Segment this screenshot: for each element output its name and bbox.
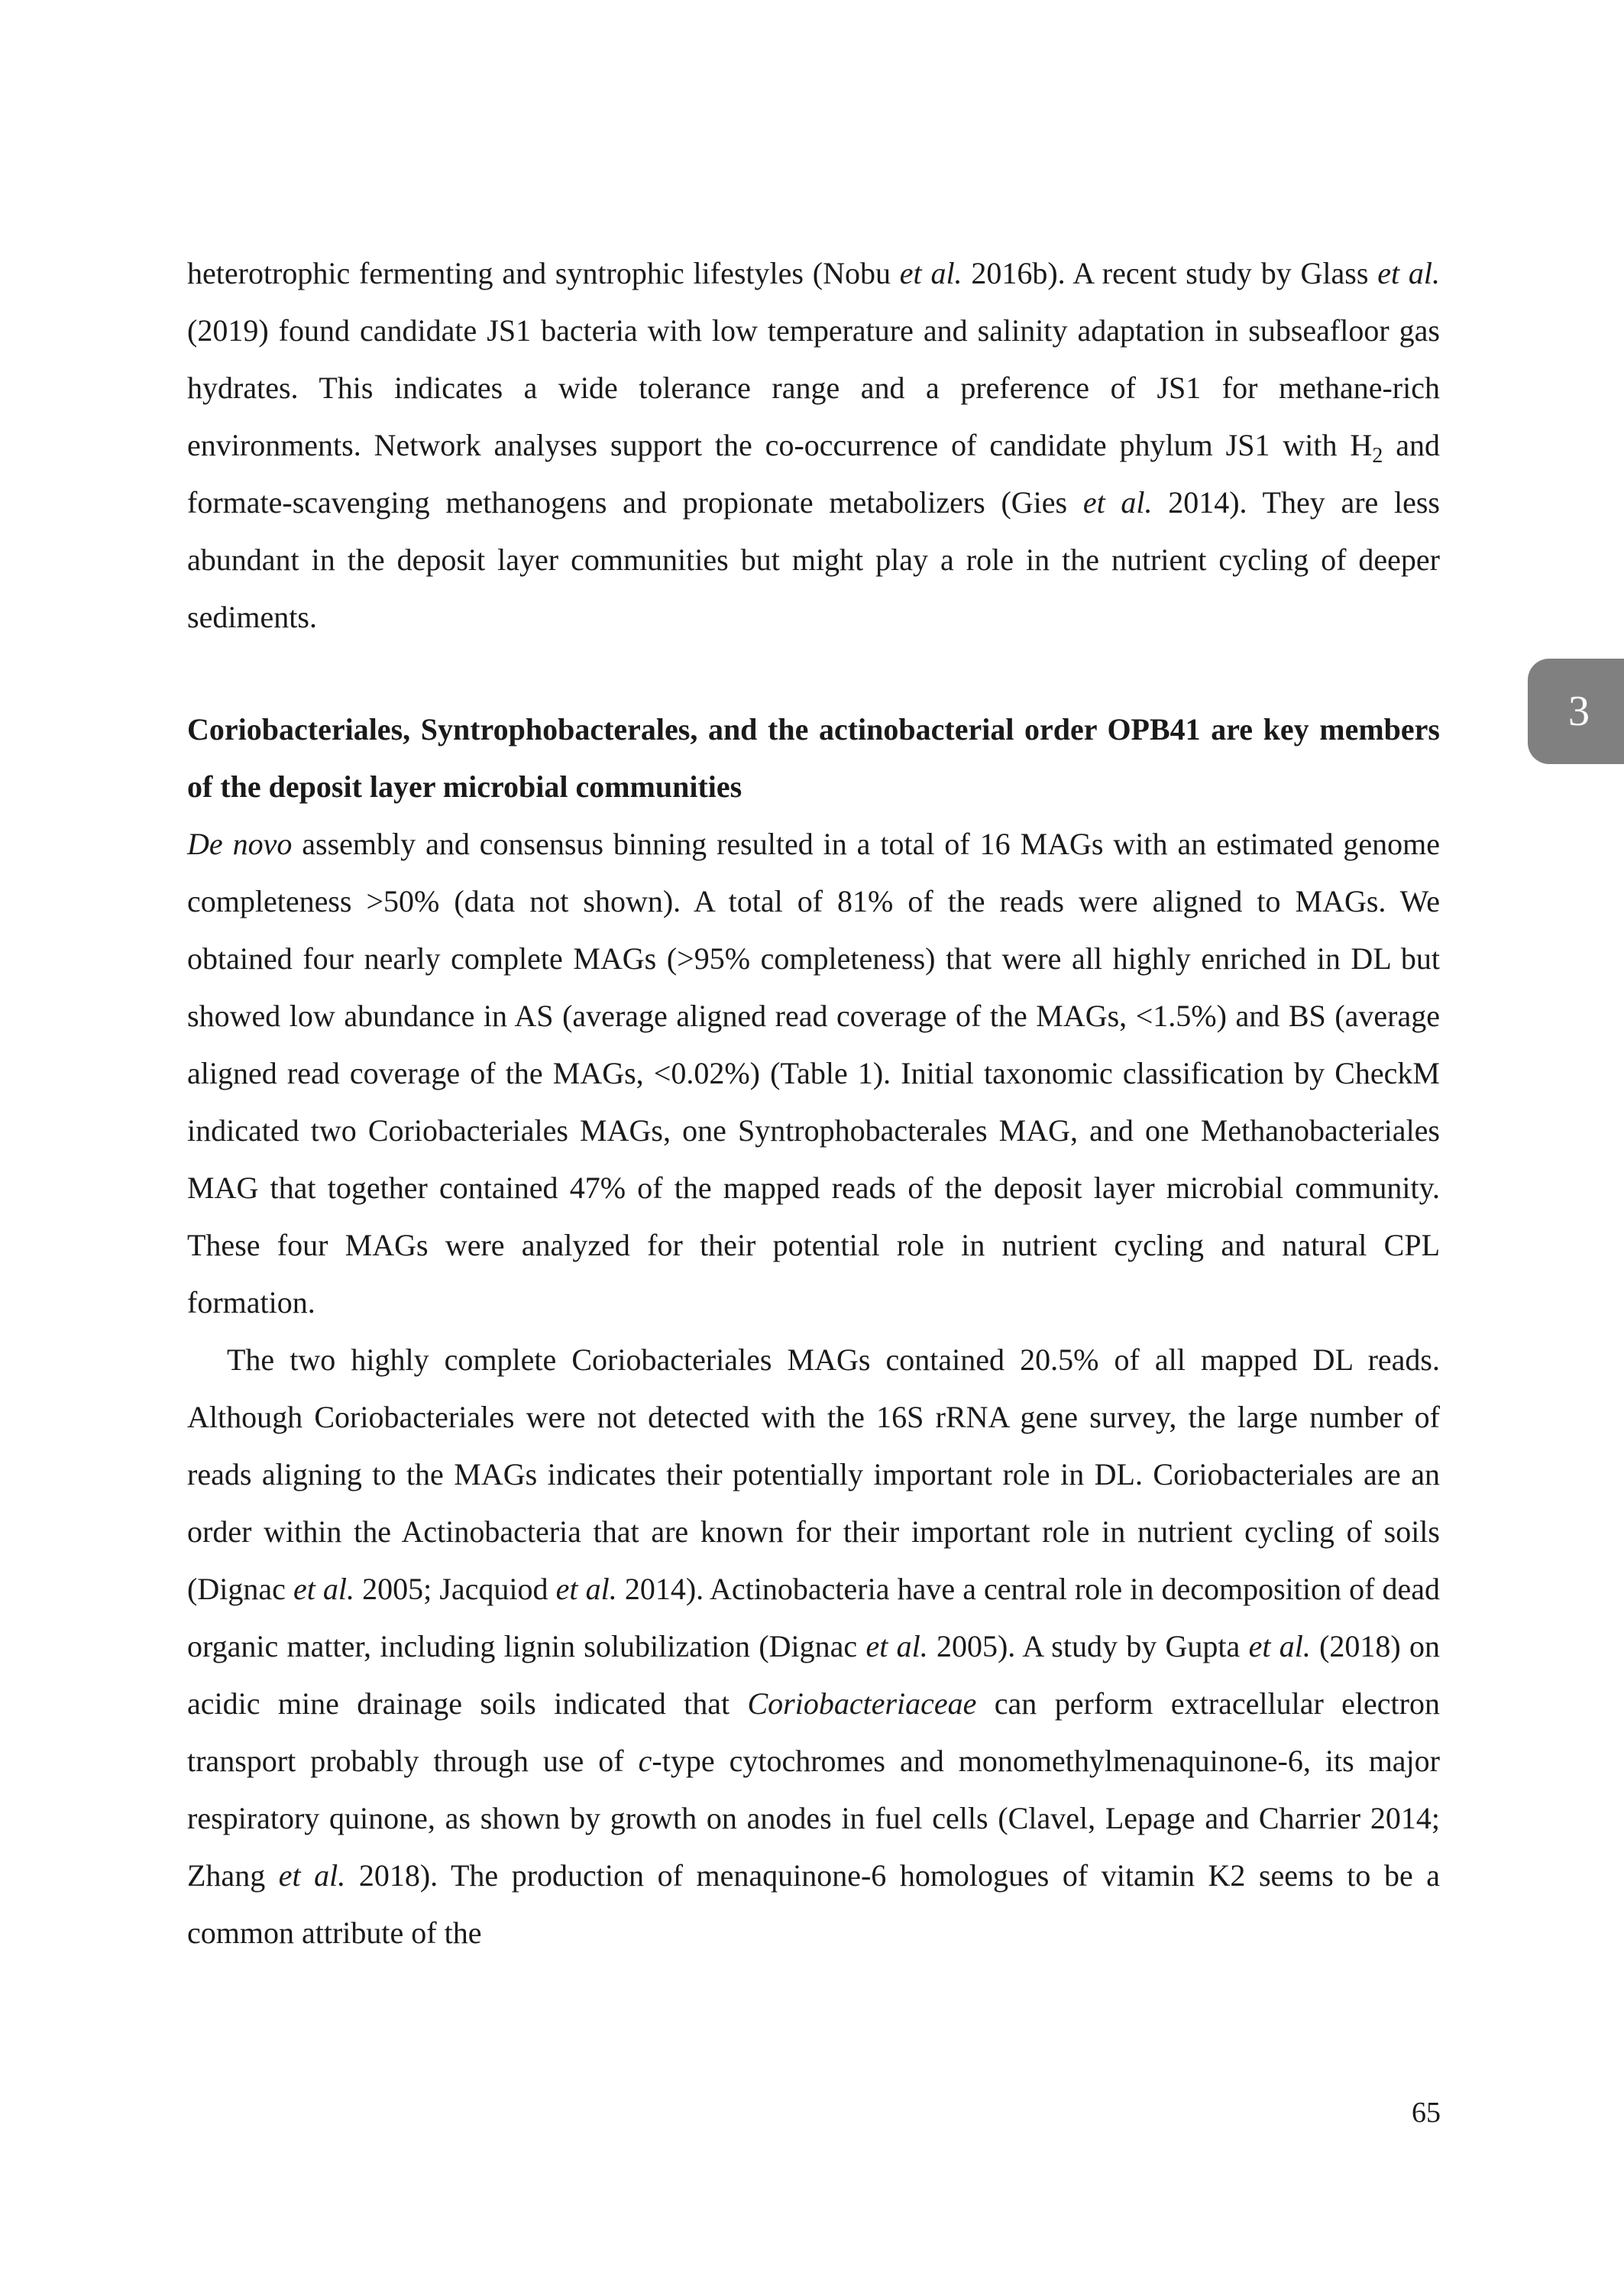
paragraph-3: The two highly complete Coriobacteriales MAGs contained 20.5% of all mapped DL reads. Although Coriobacteriales were not detected with the 16S rRNA gene survey, the large number of reads aligning to the MAGs indicates their potentially important role in DL. Coriobacteriales are an order within the Actinobacteria that are known for their important role in nutrient cycling of soils (Dignac et al. 2005; Jacquiod et al. 2014). Actinobacteria have a central role in decomposition of dead organic matter, including lignin solubilization (Dignac et al. 2005). A study by Gupta et al. (2018) on acidic mine drainage soils indicated that Coriobacteriaceae can perform extracellular electron transport probably through use of c-type cytochromes and monomethylmenaquinone-6, its major respiratory quinone, as shown by growth on anodes in fuel cells (Clavel, Lepage and Charrier 2014; Zhang et al. 2018). The production of menaquinone-6 homologues of vitamin K2 seems to be a common attribute of the [187,1342,1441,1950]
paragraph-1: heterotrophic fermenting and syntrophic lifestyles (Nobu et al. 2016b). A recent study by Glass et al. (2019) found candidate JS1 bacteria with low temperature and salinity adaptation in subseafloor gas hydrates. This indicates a wide tolerance range and a preference of JS1 for methane-rich environments. Network analyses support the co-occurrence of candidate phylum JS1 with $H_2$ and formate-scavenging methanogens and propionate metabolizers (Gies et al. 2014). They are less abundant in the deposit layer communities but might play a role in the nutrient cycling of deeper sediments. [187,256,1440,634]
section-heading: Coriobacteriales, Syntrophobacterales, and the actinobacterial order OPB41 are key members of the deposit layer microbial communities [187,712,1440,804]
section-gap [187,646,1440,701]
page-number: 65 [1412,2097,1441,2129]
chapter-tab: 3 [1528,659,1624,764]
body-text [187,245,1440,1961]
paragraph-2: De novo assembly and consensus binning resulted in a total of 16 MAGs with an estimated genome completeness >50% (data not shown). A total of 81% of the reads were aligned to MAGs. We obtained four nearly complete MAGs (>95% completeness) that were all highly enriched in DL but showed low abundance in AS (average aligned read coverage of the MAGs, <1.5%) and BS (average aligned read coverage of the MAGs, <0.02%) (Table 1). Initial taxonomic classification by CheckM indicated two Coriobacteriales MAGs, one Syntrophobacterales MAG, and one Methanobacteriales MAG that together contained 47% of the mapped reads of the deposit layer microbial community. These four MAGs were analyzed for their potential role in nutrient cycling and natural CPL formation. [187,827,1440,1320]
